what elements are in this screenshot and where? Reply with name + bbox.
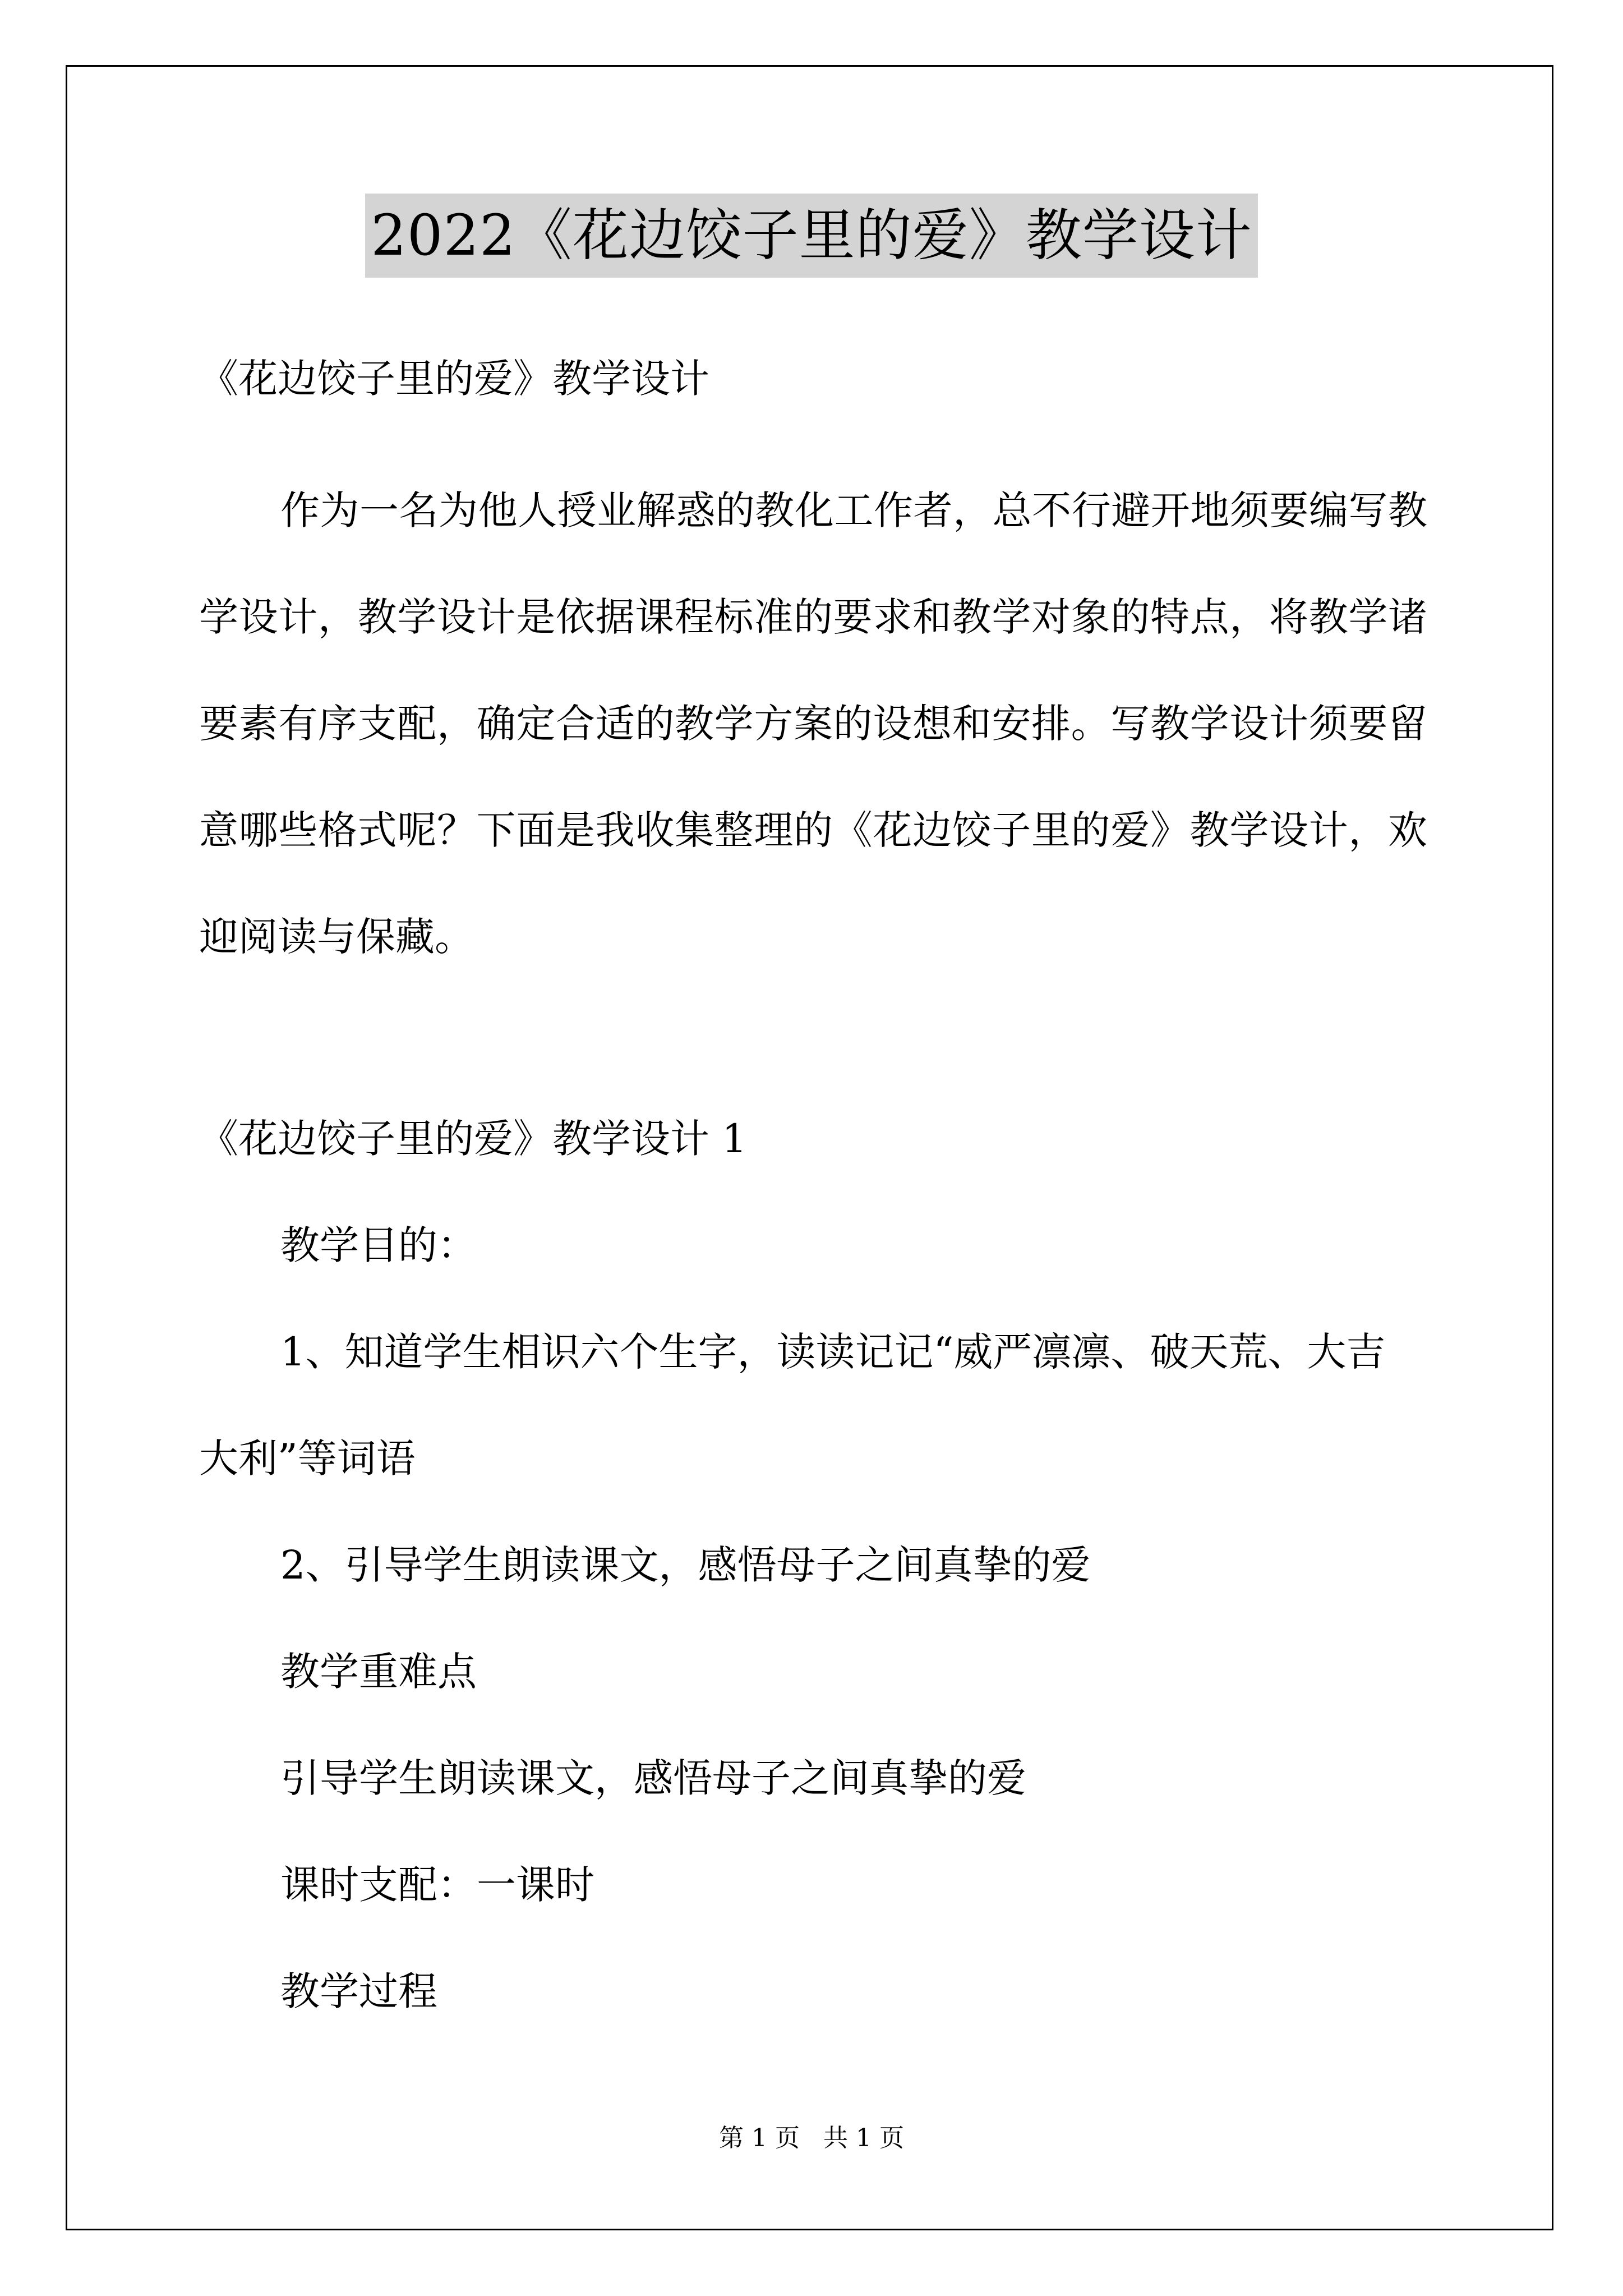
intro-paragraph: 作为一名为他人授业解惑的教化工作者，总不行避开地须要编写教学设计，教学设计是依据课程标准的要求和教学对象的特点，将教学诸要素有序支配，确定合适的教学方案的设想和安排。写教学设计须要留意哪些格式呢？下面是我收集整理的《花边饺子里的爱》教学设计，欢迎阅读与保藏。 [199,487,1427,960]
page-number: 第 1 页 [719,2124,800,2152]
page-footer [0,2118,1623,2154]
title-container [0,194,1623,278]
section-title: 《花边饺子里的爱》教学设计 1 [199,1116,747,1162]
key-points-label: 教学重难点 [280,1649,477,1695]
goals-label: 教学目的： [280,1222,477,1268]
page-total: 共 1 页 [823,2124,904,2152]
subtitle: 《花边饺子里的爱》教学设计 [199,356,709,402]
document-title: 2022《花边饺子里的爱》教学设计 [365,194,1258,278]
goal-1-line-1: 1、知道学生相识六个生字，读读记记“威严凛凛、破天荒、大吉 [280,1329,1386,1375]
schedule: 课时支配：一课时 [280,1862,594,1908]
goal-2: 2、引导学生朗读课文，感悟母子之间真挚的爱 [280,1542,1091,1588]
key-points: 引导学生朗读课文，感悟母子之间真挚的爱 [280,1755,1026,1801]
goal-1-line-2: 大利”等词语 [199,1435,416,1481]
process-label: 教学过程 [280,1968,437,2014]
